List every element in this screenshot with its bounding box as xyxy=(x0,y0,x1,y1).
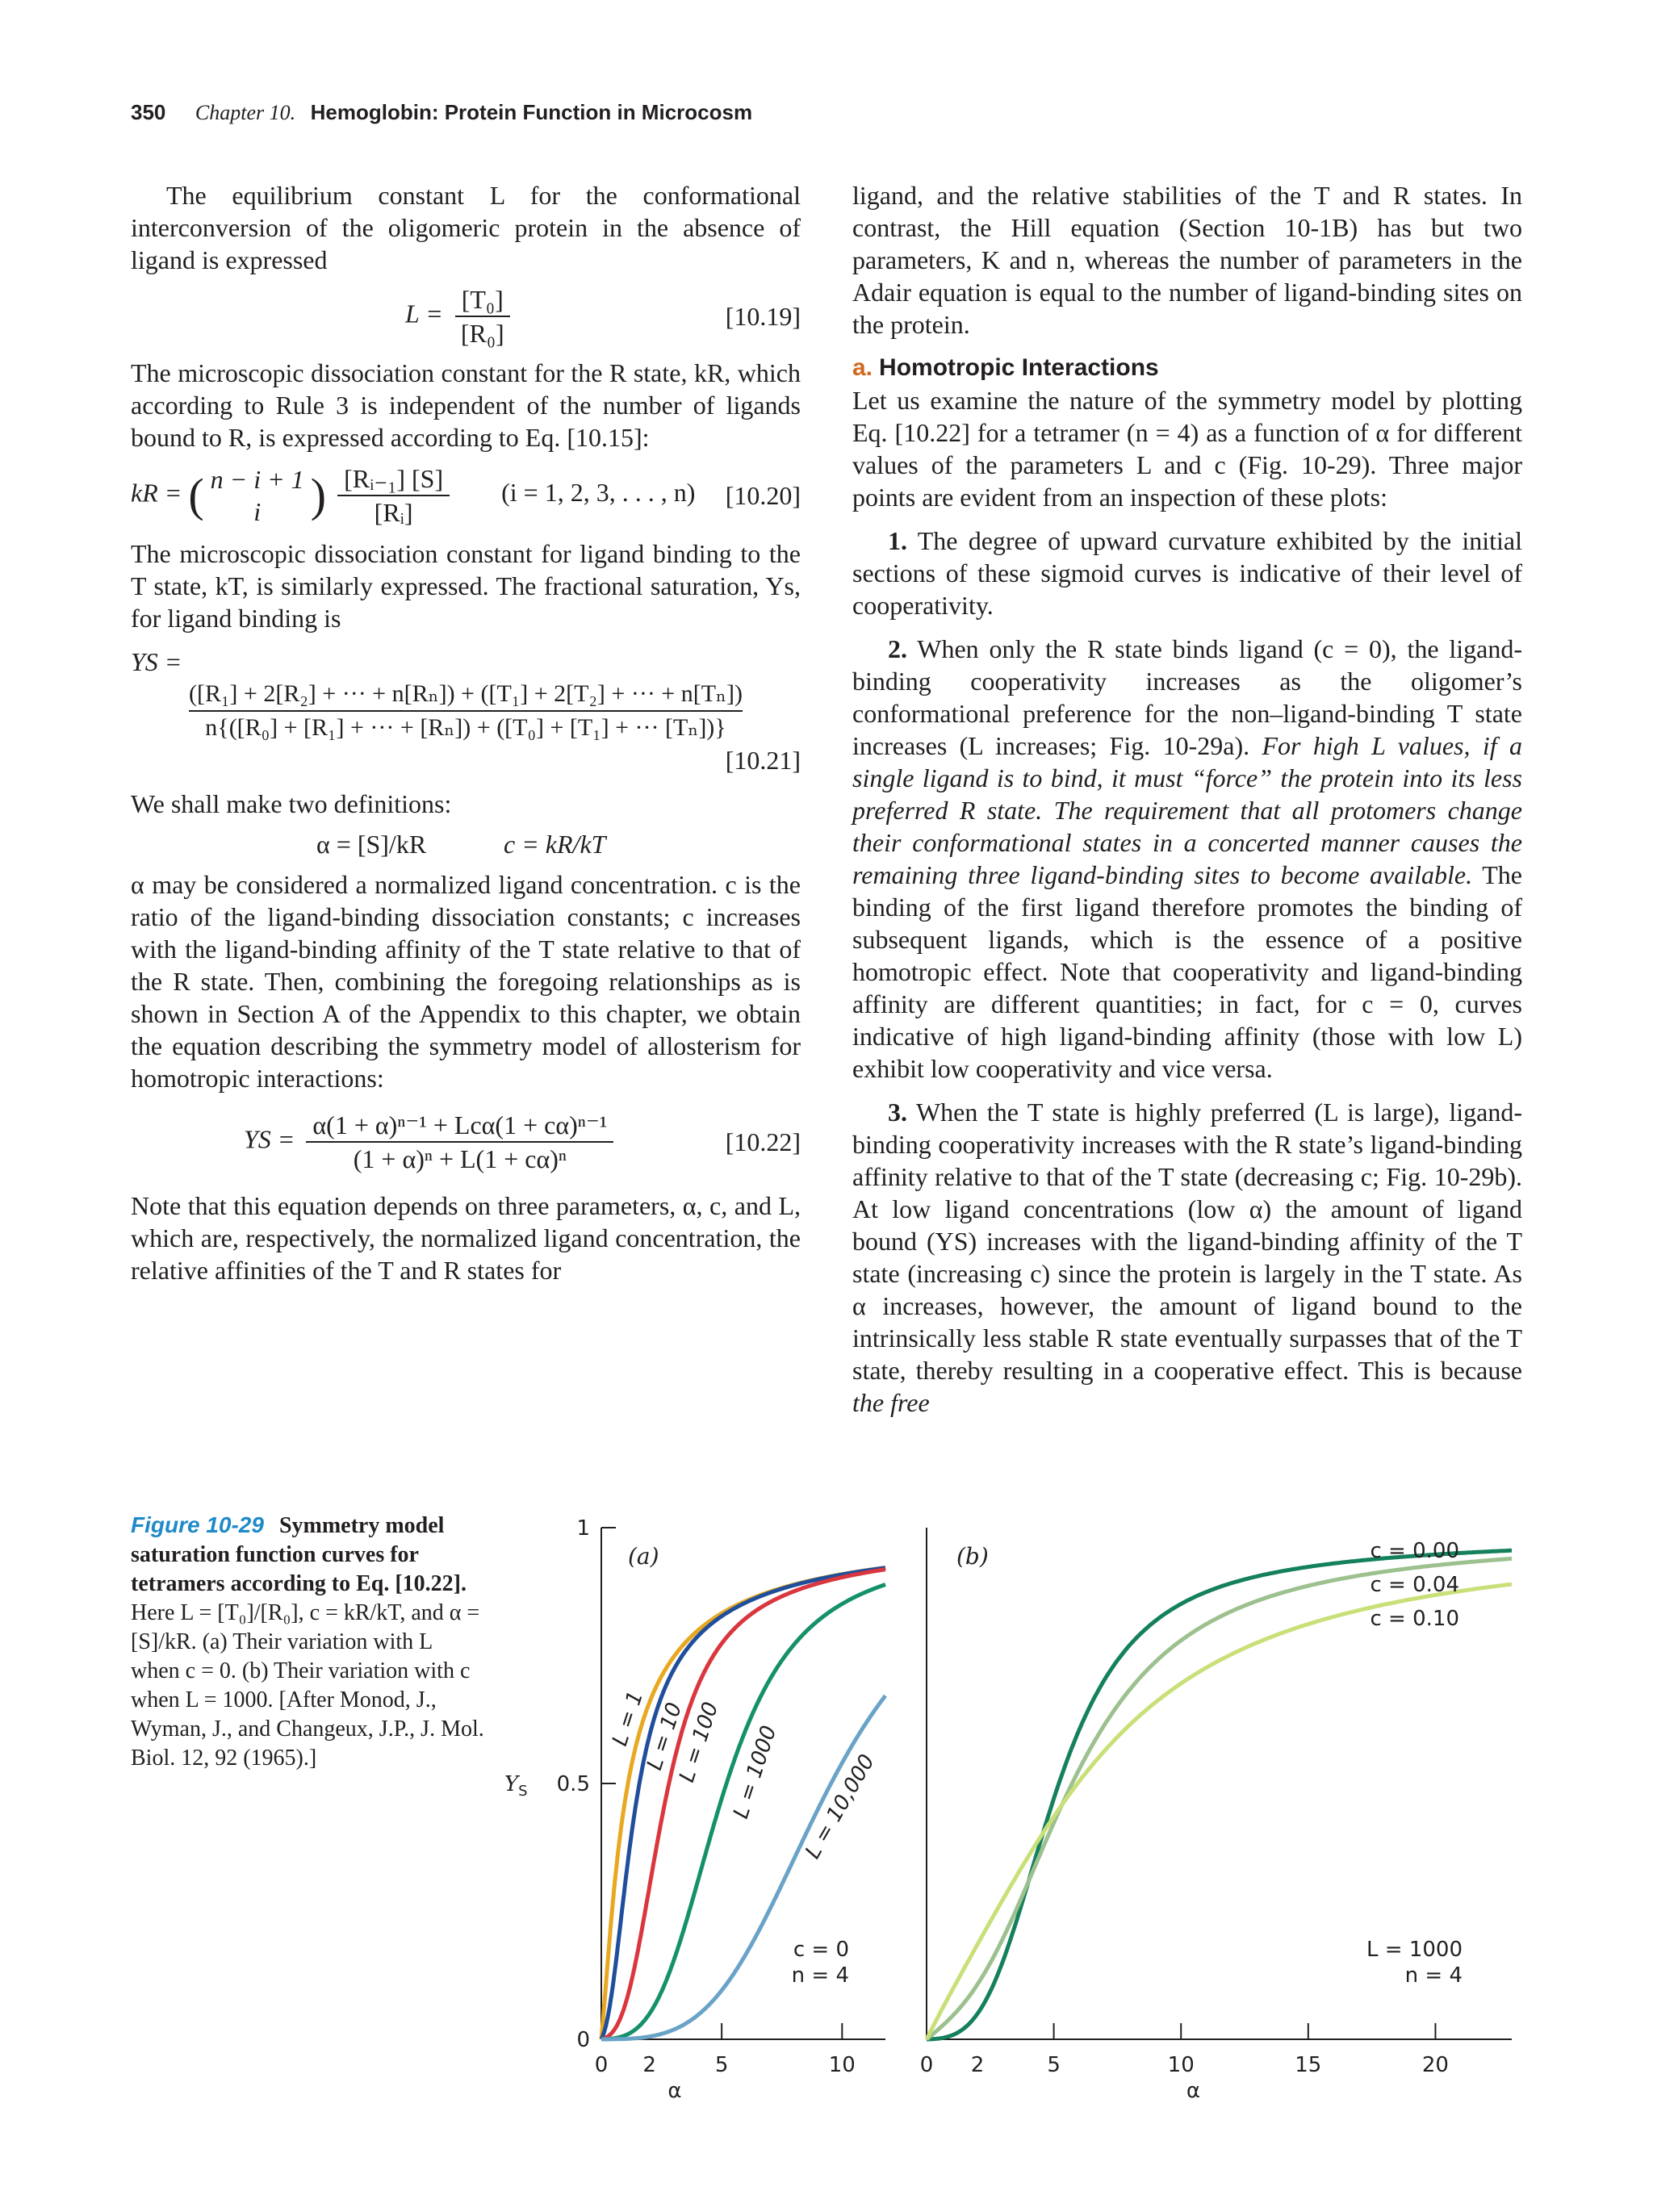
x-tick-label: 2 xyxy=(970,2053,985,2077)
x-tick-label: 2 xyxy=(642,2053,656,2077)
x-tick-label: 5 xyxy=(1047,2053,1061,2077)
series-label: L = 1000 xyxy=(729,1722,782,1822)
paragraph: The equilibrium constant L for the conformational interconversion of the oligomeric protein in the absence of ligand is expressed xyxy=(131,181,801,274)
x-tick-label: 0 xyxy=(594,2053,609,2077)
y-tick-label: 1 xyxy=(576,1516,590,1541)
eq-lhs: YS = xyxy=(131,647,182,676)
x-tick-label: 0 xyxy=(919,2053,934,2077)
series-line xyxy=(601,1568,885,2039)
paragraph: The microscopic dissociation constant for the R state, kR, which according to Rule 3 is independent of the number of ligands bound to R, is expressed according to Eq. [10.15]: xyxy=(131,358,801,452)
point-2: 2. When only the R state binds ligand (c = 0), the ligand-binding cooperativity increases as the oligomer’s conformational preference for the non–ligand-binding T state increases (L increases; Fig. 10-29a). For high L values, if a single ligand is to bind, it must “force” the protein into its less preferred R state. The requirement that all protomers change their conformational states in a concerted manner causes the remaining three ligand-binding sites to become available. The binding of the first ligand therefore promotes the binding of subsequent ligands, which is the essence of a positive homotropic effect. Note that cooperativity and ligand-binding affinity are different quantities; in fact, for c = 0, curves indicative of high ligand-binding affinity (those with low L) exhibit low cooperativity and vice versa. xyxy=(852,634,1523,1083)
x-tick-label: 5 xyxy=(714,2053,729,2077)
eq-numerator: ([R₁] + 2[R₂] + ··· + n[Rₙ]) + ([T₁] + 2[T₂] + ··· + n[Tₙ]) xyxy=(189,678,743,712)
eq-lhs: L = xyxy=(405,299,443,328)
series-line xyxy=(601,1585,885,2040)
x-tick-label: 15 xyxy=(1295,2053,1322,2077)
equation-number: [10.21] xyxy=(725,746,801,775)
paragraph: ligand, and the relative stabilities of the T and R states. In contrast, the Hill equation (Section 10-1B) has but two parameters, K and n, whereas the number of parameters in the Adair equation is equal to the number of ligand-binding sites on the protein. xyxy=(852,181,1522,339)
series-label: L = 10,000 xyxy=(801,1750,880,1863)
figure-label: Figure 10-29 xyxy=(131,1512,264,1537)
binom-bottom: i xyxy=(253,497,262,526)
series-label: L = 1 xyxy=(608,1687,649,1750)
chapter-title: Hemoglobin: Protein Function in Microcosm xyxy=(310,100,753,124)
x-axis-label: α xyxy=(667,2079,682,2103)
y-tick-label: 0 xyxy=(576,2028,590,2052)
right-column xyxy=(852,179,1522,1419)
section-heading xyxy=(852,352,1522,384)
figure-title: Symmetry model saturation function curves for tetramers according to Eq. [10.22]. xyxy=(131,1513,467,1596)
binom-top: n − i + 1 xyxy=(210,465,304,494)
eq-lhs: kR = xyxy=(131,478,182,508)
eq-denominator: [R₀] xyxy=(460,319,504,348)
definition-c: c = kR/kT xyxy=(504,830,606,859)
point-3: 3. When the T state is highly preferred (L is large), ligand-binding cooperativity increases with the R state’s ligand-binding affinity relative to that of the T state (decreasing c; Fig. 10-29b). At low ligand concentrations (low α) the amount of ligand bound (YS) increases with the ligand-binding affinity of the T state (increasing c) since the protein is largely in the T state. As α increases, however, the amount of ligand bound to the intrinsically less stable R state eventually surpasses that of the T state, thereby resulting in a cooperative effect. This is because the free xyxy=(852,1098,1523,1417)
equation-number: [10.22] xyxy=(725,1127,801,1156)
equation-10-22 xyxy=(131,1094,801,1190)
x-tick-label: 20 xyxy=(1421,2053,1449,2077)
parameter-label: c = 0 xyxy=(793,1938,849,1962)
eq-numerator: [T₀] xyxy=(455,283,510,317)
eq-denominator: (1 + α)ⁿ + L(1 + cα)ⁿ xyxy=(353,1144,567,1173)
y-tick-label: 0.5 xyxy=(556,1772,590,1796)
eq-denominator: [Rᵢ] xyxy=(374,498,413,527)
section-letter: a. xyxy=(852,354,873,381)
panel-label: (b) xyxy=(956,1543,989,1570)
parameter-label: L = 1000 xyxy=(1366,1938,1463,1962)
series-line xyxy=(601,1570,885,2039)
x-axis-label: α xyxy=(1186,2079,1201,2103)
series-line xyxy=(601,1568,885,2039)
y-axis-label: $Y_S$ xyxy=(504,1772,528,1800)
series-label: c = 0.10 xyxy=(1370,1607,1459,1631)
eq-numerator: [Rᵢ₋₁] [S] xyxy=(337,462,450,496)
parameter-label: n = 4 xyxy=(791,1963,849,1988)
running-header xyxy=(131,100,752,125)
paragraph: We shall make two definitions: xyxy=(131,789,452,818)
series-line xyxy=(927,1584,1512,2039)
equation-10-21 xyxy=(131,646,801,776)
definition-alpha: α = [S]/kR xyxy=(316,830,427,859)
series-line xyxy=(927,1550,1512,2039)
series-line xyxy=(927,1558,1512,2039)
equation-number: [10.19] xyxy=(725,302,801,331)
parameter-label: n = 4 xyxy=(1404,1963,1463,1988)
eq-numerator: α(1 + α)ⁿ⁻¹ + Lcα(1 + cα)ⁿ⁻¹ xyxy=(306,1109,613,1143)
x-tick-label: 10 xyxy=(1167,2053,1195,2077)
page-number: 350 xyxy=(131,100,166,124)
series-label: c = 0.04 xyxy=(1370,1573,1459,1597)
paragraph: The microscopic dissociation constant for ligand binding to the T state, kT, is similarly expressed. The fractional saturation, Ys, for ligand binding is xyxy=(131,539,801,633)
series-label: c = 0.00 xyxy=(1370,1539,1459,1563)
point-1: 1. The degree of upward curvature exhibited by the initial sections of these sigmoid curves is indicative of their level of cooperativity. xyxy=(852,526,1523,620)
eq-denominator: n{([R₀] + [R₁] + ··· + [Rₙ]) + ([T₀] + [T₁] + ··· [Tₙ])} xyxy=(205,714,726,741)
equation-10-20: kR = ( n − i + 1 i ) $\frac{\text{[Rᵢ₋₁] [S]}}{\text{[Rᵢ]}}$ (i = 1, 2, 3, . . . , n) [10.20] xyxy=(131,464,801,527)
series-line xyxy=(601,1696,885,2039)
series-label: L = 100 xyxy=(675,1699,724,1786)
paragraph: Note that this equation depends on three parameters, α, c, and L, which are, respectively, the normalized ligand concentration, the relative affinities of the T and R states for xyxy=(131,1191,801,1285)
equation-number: [10.20] xyxy=(725,481,801,510)
series-label: L = 10 xyxy=(642,1700,688,1774)
chapter-label: Chapter 10. xyxy=(195,101,296,124)
paragraph: Let us examine the nature of the symmetry model by plotting Eq. [10.22] for a tetramer (n = 4) as a function of α for different values of the parameters L and c (Fig. 10-29). Three major points are evident from an inspection of these plots: xyxy=(852,386,1522,512)
figure-body: Here L = [T₀]/[R₀], c = kR/kT, and α = [S]/kR. (a) Their variation with L when c = 0. (b) Their variation with c when L = 1000. [After Monod, J., Wyman, J., and Changeux, J.P., J. Mol. Biol. 12, 92 (1965).] xyxy=(131,1600,484,1771)
equation-10-19 xyxy=(131,276,801,357)
x-tick-label: 10 xyxy=(828,2053,856,2077)
definitions xyxy=(131,820,801,868)
eq-condition: (i = 1, 2, 3, . . . , n) xyxy=(501,478,696,508)
eq-lhs: YS = xyxy=(244,1124,295,1154)
paragraph: α may be considered a normalized ligand concentration. c is the ratio of the ligand-binding dissociation constants; c increases with the ligand-binding affinity of the T state relative to that of the R state. Then, combining the foregoing relationships as is shown in Section A of the Appendix to this chapter, we obtain the equation describing the symmetry model of allosterism for homotropic interactions: xyxy=(131,870,801,1093)
chart-panel-b xyxy=(920,1528,1512,2103)
section-title: Homotropic Interactions xyxy=(879,354,1159,381)
figure-caption xyxy=(131,1511,486,1773)
left-column xyxy=(131,179,801,1286)
chart-panel-a xyxy=(504,1516,885,2103)
panel-label: (a) xyxy=(628,1543,659,1570)
